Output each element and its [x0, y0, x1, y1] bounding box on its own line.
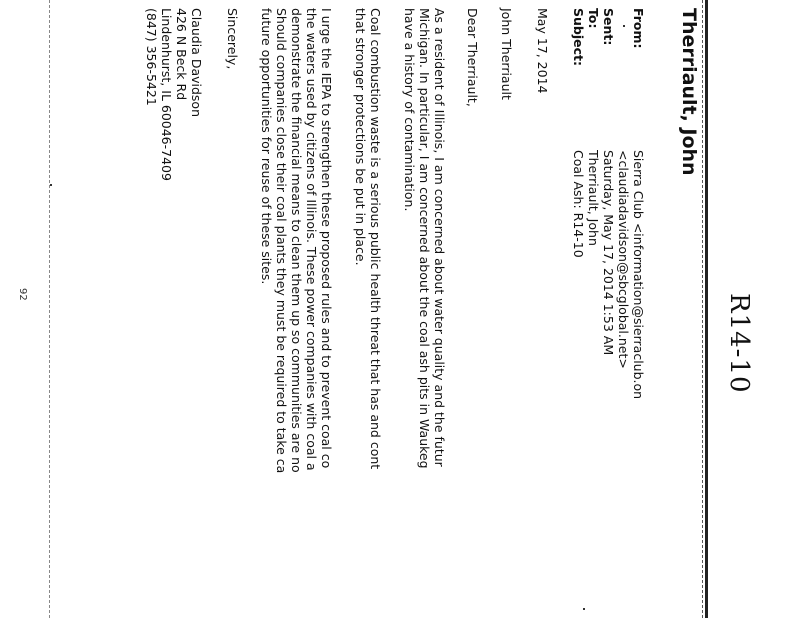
- paragraph-2-line: that stronger protections be put in place.: [353, 8, 368, 266]
- to-label: To:: [586, 8, 601, 29]
- letter-recipient: John Therriault: [499, 8, 514, 100]
- paragraph-3-line: demonstrate the financial means to clean them up so communities are no: [289, 8, 304, 473]
- header-rule: [705, 0, 708, 618]
- letter-closing: Sincerely,: [225, 8, 240, 70]
- signature-street: 426 N Beck Rd: [174, 8, 189, 101]
- signature-name: Claudia Davidson: [189, 8, 204, 117]
- paragraph-2-line: Coal combustion waste is a serious public health threat that has and cont: [368, 8, 383, 470]
- paragraph-3-line: the waters used by citizens of Illinois. These power companies with coal a: [304, 8, 319, 471]
- paragraph-1-line: have a history of contamination.: [402, 8, 417, 212]
- subject-value: Coal Ash: R14-10: [571, 150, 586, 258]
- paragraph-3-line: Should companies close their coal plants they must be required to take ca: [274, 8, 289, 474]
- scan-speck: [50, 184, 52, 186]
- paragraph-1-line: Michigan. In particular, I am concerned about the coal ash pits in Waukeg: [417, 8, 432, 469]
- from-value-line-1: Sierra Club <information@sierraclub.on: [631, 150, 646, 400]
- sent-label: Sent:: [601, 8, 616, 46]
- letter-salutation: Dear Therriault,: [465, 8, 480, 107]
- signature-city: Lindenhurst, IL 60046-7409: [159, 8, 174, 181]
- header-rule-dashed: [702, 0, 703, 618]
- to-value: Therriault, John: [586, 150, 601, 246]
- subject-label: Subject:: [571, 8, 586, 66]
- footer-rule-dashed: [49, 0, 50, 618]
- signature-phone: (847) 356-5421: [144, 8, 159, 106]
- from-value-line-2: <claudiadavidson@sbcglobal.net>: [616, 150, 631, 369]
- from-label: From:: [631, 8, 646, 49]
- paragraph-3-line: future opportunities for reuse of these sites.: [259, 8, 274, 285]
- document-id: R14-10: [724, 293, 754, 394]
- page-number: 92: [17, 288, 28, 301]
- scan-speck: [623, 25, 625, 27]
- letter-date: May 17, 2014: [535, 8, 550, 94]
- paragraph-1-line: As a resident of Illinois, I am concerned about water quality and the futur: [432, 8, 447, 467]
- paragraph-3-line: I urge the IEPA to strengthen these proposed rules and to prevent coal co: [319, 8, 334, 469]
- sent-value: Saturday, May 17, 2014 1:53 AM: [601, 150, 616, 356]
- sender-name: Therriault, John: [678, 8, 700, 176]
- scan-speck: [583, 608, 585, 610]
